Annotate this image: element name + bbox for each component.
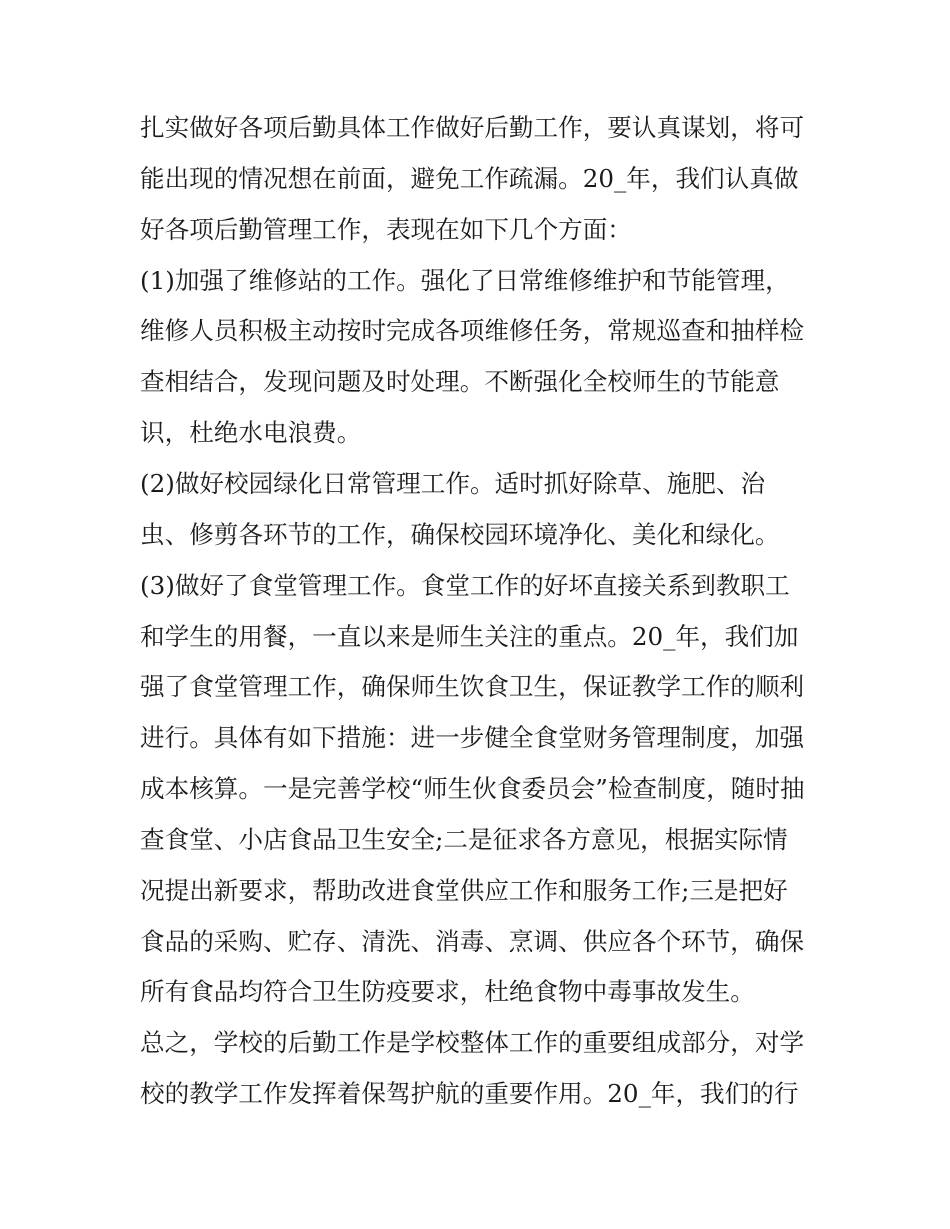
text-line: 强了食堂管理工作，确保师生饮食卫生，保证教学工作的顺利 xyxy=(140,672,805,702)
text-line: 扎实做好各项后勤具体工作做好后勤工作，要认真谋划，将可 xyxy=(140,113,805,142)
text-line: (1)加强了维修站的工作。强化了日常维修维护和节能管理， xyxy=(140,265,790,295)
text-line: 虫、修剪各环节的工作，确保校园环境净化、美化和绿化。 xyxy=(140,519,780,549)
text-line: 总之，学校的后勤工作是学校整体工作的重要组成部分，对学 xyxy=(140,1028,805,1058)
text-line: 能出现的情况想在前面，避免工作疏漏。20_年，我们认真做 xyxy=(140,163,799,193)
text-line: 成本核算。一是完善学校“师生伙食委员会”检查制度，随时抽 xyxy=(140,774,805,804)
text-line: (3)做好了食堂管理工作。食堂工作的好坏直接关系到教职工 xyxy=(140,570,790,600)
text-line: 维修人员积极主动按时完成各项维修任务，常规巡查和抽样检 xyxy=(140,316,805,346)
text-line: 好各项后勤管理工作，表现在如下几个方面： xyxy=(140,214,632,244)
text-line: 所有食品均符合卫生防疫要求，杜绝食物中毒事故发生。 xyxy=(140,977,755,1007)
text-line: 和学生的用餐，一直以来是师生关注的重点。20_年，我们加 xyxy=(140,621,799,651)
text-line: 查相结合，发现问题及时处理。不断强化全校师生的节能意 xyxy=(140,367,780,397)
text-line: 识，杜绝水电浪费。 xyxy=(140,418,362,448)
text-line: 况提出新要求，帮助改进食堂供应工作和服务工作;三是把好 xyxy=(140,875,788,905)
text-line: (2)做好校园绿化日常管理工作。适时抓好除草、施肥、治 xyxy=(140,468,766,498)
text-line: 校的教学工作发挥着保驾护航的重要作用。20_年，我们的行 xyxy=(140,1079,799,1109)
text-line: 查食堂、小店食品卫生安全;二是征求各方意见，根据实际情 xyxy=(140,824,788,854)
text-line: 食品的采购、贮存、清洗、消毒、烹调、供应各个环节，确保 xyxy=(140,926,805,956)
text-line: 进行。具体有如下措施：进一步健全食堂财务管理制度，加强 xyxy=(140,723,805,753)
